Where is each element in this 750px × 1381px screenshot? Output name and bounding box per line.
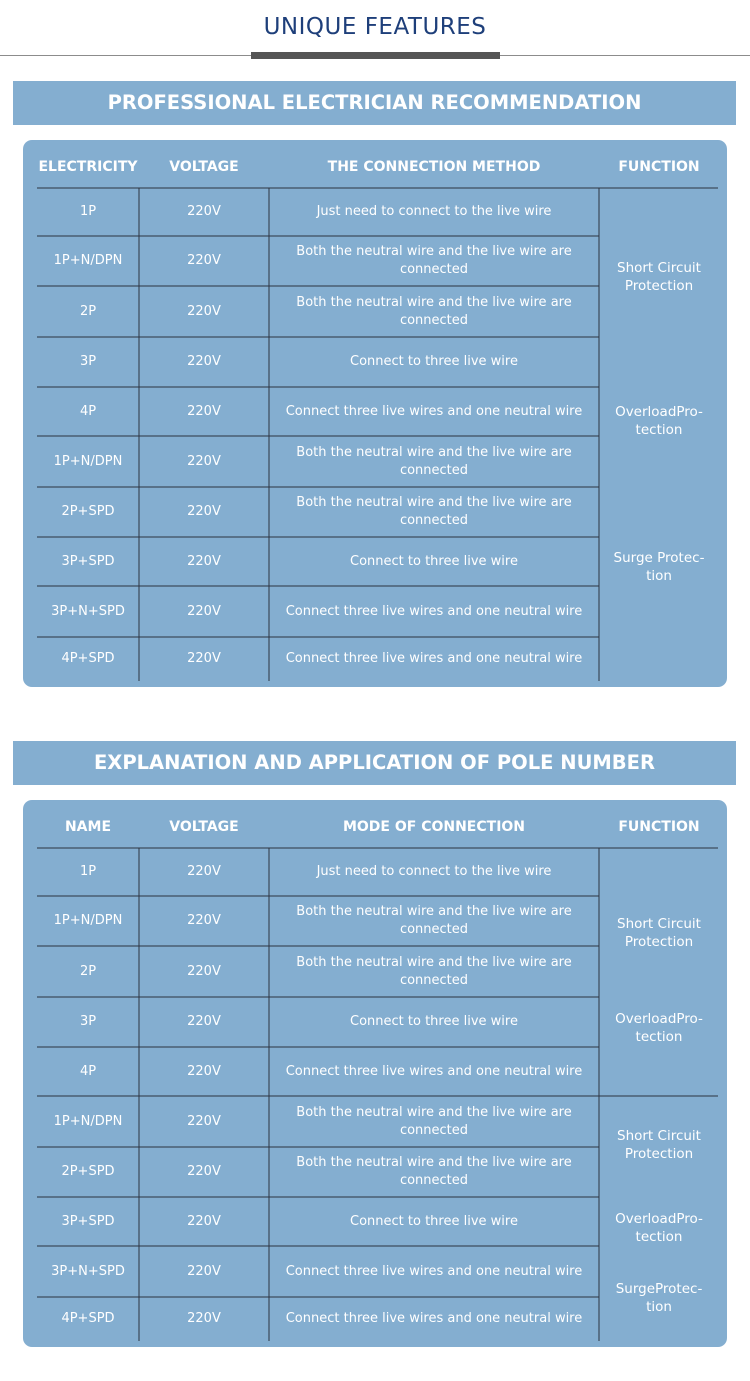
cell-electricity: 2P (79, 963, 97, 979)
cell-electricity: 4P (79, 1063, 97, 1079)
column-header: FUNCTION (618, 159, 700, 175)
function-label: OverloadPro-tection (615, 1211, 703, 1245)
cell-connection: Just need to connect to the live wire (316, 204, 552, 219)
cell-connection: Both the neutral wire and the live wire are connected (296, 954, 572, 988)
cell-voltage: 220V (187, 1311, 221, 1326)
column-header: VOLTAGE (169, 819, 239, 835)
cell-voltage: 220V (187, 913, 221, 928)
cell-voltage: 220V (187, 1263, 221, 1279)
column-header: THE CONNECTION METHOD (327, 159, 541, 175)
cell-connection: Both the neutral wire and the live wire are connected (296, 244, 572, 277)
cell-connection: Connect to three live wire (350, 553, 518, 569)
cell-voltage: 220V (187, 354, 221, 369)
cell-electricity: 1P+N/DPN (53, 253, 123, 268)
cell-connection: Connect three live wires and one neutral wire (285, 1063, 583, 1079)
cell-voltage: 220V (187, 204, 221, 219)
cell-voltage: 220V (187, 1164, 221, 1179)
page-title: UNIQUE FEATURES (263, 14, 487, 40)
cell-voltage: 220V (187, 1063, 221, 1079)
cell-electricity: 2P+SPD (61, 504, 115, 519)
column-header: VOLTAGE (169, 159, 239, 175)
cell-electricity: 3P (79, 1014, 97, 1029)
cell-voltage: 220V (187, 1113, 221, 1129)
cell-voltage: 220V (187, 553, 221, 569)
cell-voltage: 220V (187, 504, 221, 519)
cell-electricity: 3P+SPD (61, 553, 115, 569)
cell-connection: Connect three live wires and one neutral wire (285, 403, 583, 419)
cell-connection: Both the neutral wire and the live wire are connected (296, 495, 572, 528)
cell-connection: Connect three live wires and one neutral wire (285, 651, 583, 666)
section1-table (23, 140, 727, 687)
cell-connection: Just need to connect to the live wire (316, 864, 552, 879)
section1-banner: PROFESSIONAL ELECTRICIAN RECOMMENDATION (13, 81, 736, 125)
column-header: ELECTRICITY (38, 159, 138, 175)
cell-connection: Connect to three live wire (350, 1014, 518, 1029)
function-label: OverloadPro-tection (615, 404, 703, 438)
cell-voltage: 220V (187, 651, 221, 666)
section2-table (23, 800, 727, 1347)
cell-electricity: 1P+N/DPN (53, 453, 123, 469)
column-header: NAME (64, 819, 112, 835)
cell-electricity: 3P+SPD (61, 1213, 115, 1229)
column-header: FUNCTION (618, 819, 700, 835)
cell-electricity: 4P (79, 403, 97, 419)
cell-connection: Connect three live wires and one neutral wire (285, 1263, 583, 1279)
cell-connection: Connect to three live wire (350, 1213, 518, 1229)
cell-electricity: 4P+SPD (61, 1311, 115, 1326)
cell-connection: Both the neutral wire and the live wire are connected (296, 294, 572, 328)
cell-electricity: 2P+SPD (61, 1164, 115, 1179)
cell-electricity: 1P (79, 864, 97, 879)
cell-electricity: 3P (79, 354, 97, 369)
cell-electricity: 3P+N+SPD (51, 1263, 125, 1279)
function-label: Short Circuit Protection (617, 916, 701, 950)
function-label: Short Circuit Protection (617, 1128, 701, 1162)
cell-connection: Both the neutral wire and the live wire are connected (296, 444, 572, 478)
column-header: MODE OF CONNECTION (342, 819, 526, 835)
cell-voltage: 220V (187, 1213, 221, 1229)
cell-voltage: 220V (187, 864, 221, 879)
cell-electricity: 4P+SPD (61, 651, 115, 666)
section2-banner: EXPLANATION AND APPLICATION OF POLE NUMBER (13, 741, 736, 785)
function-label: Short Circuit Protection (617, 260, 701, 294)
cell-voltage: 220V (187, 253, 221, 268)
cell-voltage: 220V (187, 963, 221, 979)
cell-connection: Connect three live wires and one neutral wire (285, 603, 583, 619)
cell-connection: Both the neutral wire and the live wire are connected (296, 904, 572, 937)
cell-voltage: 220V (187, 303, 221, 319)
cell-voltage: 220V (187, 453, 221, 469)
cell-connection: Both the neutral wire and the live wire are connected (296, 1155, 572, 1188)
cell-voltage: 220V (187, 403, 221, 419)
cell-connection: Both the neutral wire and the live wire are connected (296, 1104, 572, 1138)
function-label: SurgeProtec-tion (615, 1281, 703, 1315)
cell-electricity: 1P+N/DPN (53, 1113, 123, 1129)
cell-electricity: 3P+N+SPD (51, 603, 125, 619)
cell-voltage: 220V (187, 1014, 221, 1029)
cell-voltage: 220V (187, 603, 221, 619)
cell-electricity: 2P (79, 303, 97, 319)
cell-electricity: 1P (79, 204, 97, 219)
cell-connection: Connect three live wires and one neutral wire (285, 1311, 583, 1326)
function-label: OverloadPro-tection (615, 1011, 703, 1045)
cell-electricity: 1P+N/DPN (53, 913, 123, 928)
cell-connection: Connect to three live wire (350, 354, 518, 369)
title-accent-bar (251, 52, 500, 59)
function-label: Surge Protec-tion (613, 550, 705, 584)
